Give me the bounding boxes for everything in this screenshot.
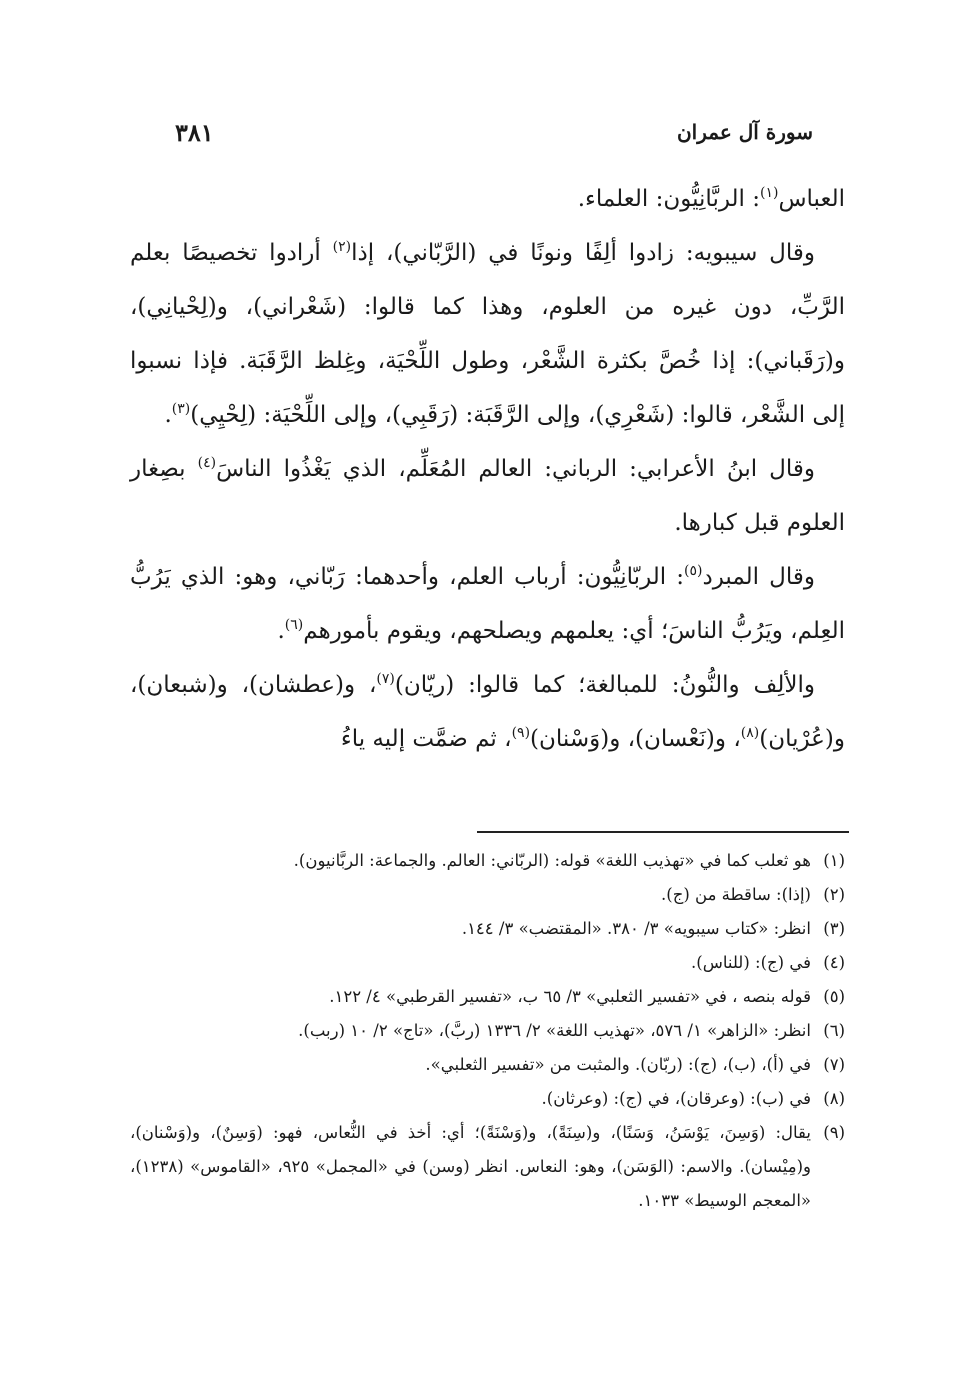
footnotes (130, 844, 845, 1218)
text-run: ، و(نَعْسان)، و(وَسْنان) (530, 726, 741, 752)
footnote (130, 912, 845, 946)
paragraph (130, 550, 845, 658)
text-run: . (164, 402, 172, 428)
footnote-ref: (٧) (376, 671, 395, 687)
footnote-number: (٦) (823, 1021, 845, 1040)
footnote-number: (٣) (823, 919, 845, 938)
footnote-ref: (٣) (171, 401, 191, 417)
footnote (130, 946, 845, 980)
footnote-text: انظر: «كتاب سيبويه» ٣/ ٣٨٠. «المقتضب» ٣/ ١٤٤. (461, 919, 811, 938)
footnote (130, 1048, 845, 1082)
footnote-text: (إذا): ساقطة من (ج). (661, 885, 811, 904)
page-header (175, 112, 813, 152)
footnote-number: (١) (823, 851, 845, 870)
footnote (130, 980, 845, 1014)
page-number: ٣٨١ (175, 117, 214, 147)
footnote-text: قوله بنصه ، في «تفسير الثعلبي» ٣/ ٦٥ ب، «تفسير القرطبي» ٤/ ١٢٢. (329, 987, 811, 1006)
text-run: أرادوا تخصيصًا بعلم الرَّبِّ، دون غيره من العلوم، وهذا كما قالوا: (شَعْراني)، و(لِحْيانِي)، و(رَقَباني): إذا خُصَّ بكثرة الشَّعْر، وطول اللِّحْيَة، وغِلظ الرَّقَبَة. فإذا نسبوا إلى الشَّعْر، قالوا: (شَعْرِي)، وإلى الرَّقَبَة: (رَقَبِي)، وإلى اللِّحْيَة: (لِحْيِي) (130, 240, 845, 428)
footnote-ref: (٢) (332, 239, 352, 255)
footnote-text: هو ثعلب كما في «تهذيب اللغة» قوله: (الربّاني: العالم. والجماعة: الربَّانيون). (293, 851, 811, 870)
main-text (130, 172, 845, 766)
footnote (130, 878, 845, 912)
footnote (130, 844, 845, 878)
text-run: وقال ابنُ الأعرابي: الرباني: العالم المُعَلِّم، الذي يَغْذُوا الناسَ (216, 456, 815, 482)
footnote-number: (٤) (823, 953, 845, 972)
text-run: بصِغار العلوم قبل كبارها. (130, 456, 845, 536)
footnote-number: (٥) (823, 987, 845, 1006)
text-run: وقال المبرد (702, 564, 816, 590)
paragraph (130, 658, 845, 766)
footnote-text: في (ب): (وعرقان)، في (ج): (وعرثان). (541, 1089, 811, 1108)
text-run: ، و(عطشان)، و(شبعان)، و(عُرْيان) (130, 672, 845, 752)
footnote (130, 1014, 845, 1048)
paragraph (130, 226, 845, 442)
text-run: وقال سيبويه: زادوا ألِفًا ونونًا في (الرَّبّاني)، إذا (351, 240, 815, 266)
footnote-ref: (٩) (511, 725, 531, 741)
footnote-text: في (أ)، (ب)، (ج): (ربّان). والمثبت من «تفسير الثعلبي». (425, 1055, 811, 1074)
footnote-divider (477, 831, 849, 833)
surah-title: سورة آل عمران (676, 120, 813, 144)
footnote-text: يقال: (وَسِنَ، يَوْسَنُ، وَسَنًا)، و(سِنَةً)، و(وَسْنَةً)؛ أي: أخذ في النُّعاس، فهو: (وَسِنٌ)، و(وَسْنان)، و(مِيْسان). والاسم: (الوَسَن)، وهو: النعاس. انظر (وسن) في «المجمل» ٩٢٥، «القاموس» (١٢٣٨)، «المعجم الوسيط» ١٠٣٣. (130, 1123, 812, 1210)
paragraph (130, 442, 845, 550)
text-run: ، ثم ضمَّت إليه ياءُ (340, 726, 512, 752)
paragraph (130, 172, 845, 226)
footnote-ref: (٦) (284, 617, 304, 633)
footnote-number: (٢) (823, 885, 845, 904)
footnote-ref: (١) (760, 185, 779, 201)
text-run: والألِف والنُّونُ: للمبالغة؛ كما قالوا: (ريّان) (394, 672, 815, 698)
footnote-ref: (٨) (740, 725, 760, 741)
footnote-number: (٩) (823, 1123, 845, 1142)
text-run: : الربّانِيُّون: أرباب العلم، وأحدهما: رَبّاني، وهو: الذي يَرُبُّ العِلم، ويَرُبُّ الناسَ؛ أي: يعلمهم ويصلحهم، ويقوم بأمورهم (130, 564, 845, 644)
text-run: : الربَّانِيُّون: العلماء. (577, 186, 760, 212)
footnote-number: (٨) (823, 1089, 845, 1108)
footnote (130, 1082, 845, 1116)
text-run: العباس (778, 186, 845, 212)
footnote-number: (٧) (823, 1055, 845, 1074)
footnote-text: في (ج): (للناس). (691, 953, 811, 972)
text-run: . (277, 618, 285, 644)
footnote (130, 1116, 845, 1218)
footnote-text: انظر: «الزاهر» ١/ ٥٧٦، «تهذيب اللغة» ٢/ ١٣٣٦ (ربَّ)، «تاج» ٢/ ١٠ (ربب). (298, 1021, 811, 1040)
footnote-ref: (٥) (684, 563, 703, 579)
footnote-ref: (٤) (197, 455, 217, 471)
